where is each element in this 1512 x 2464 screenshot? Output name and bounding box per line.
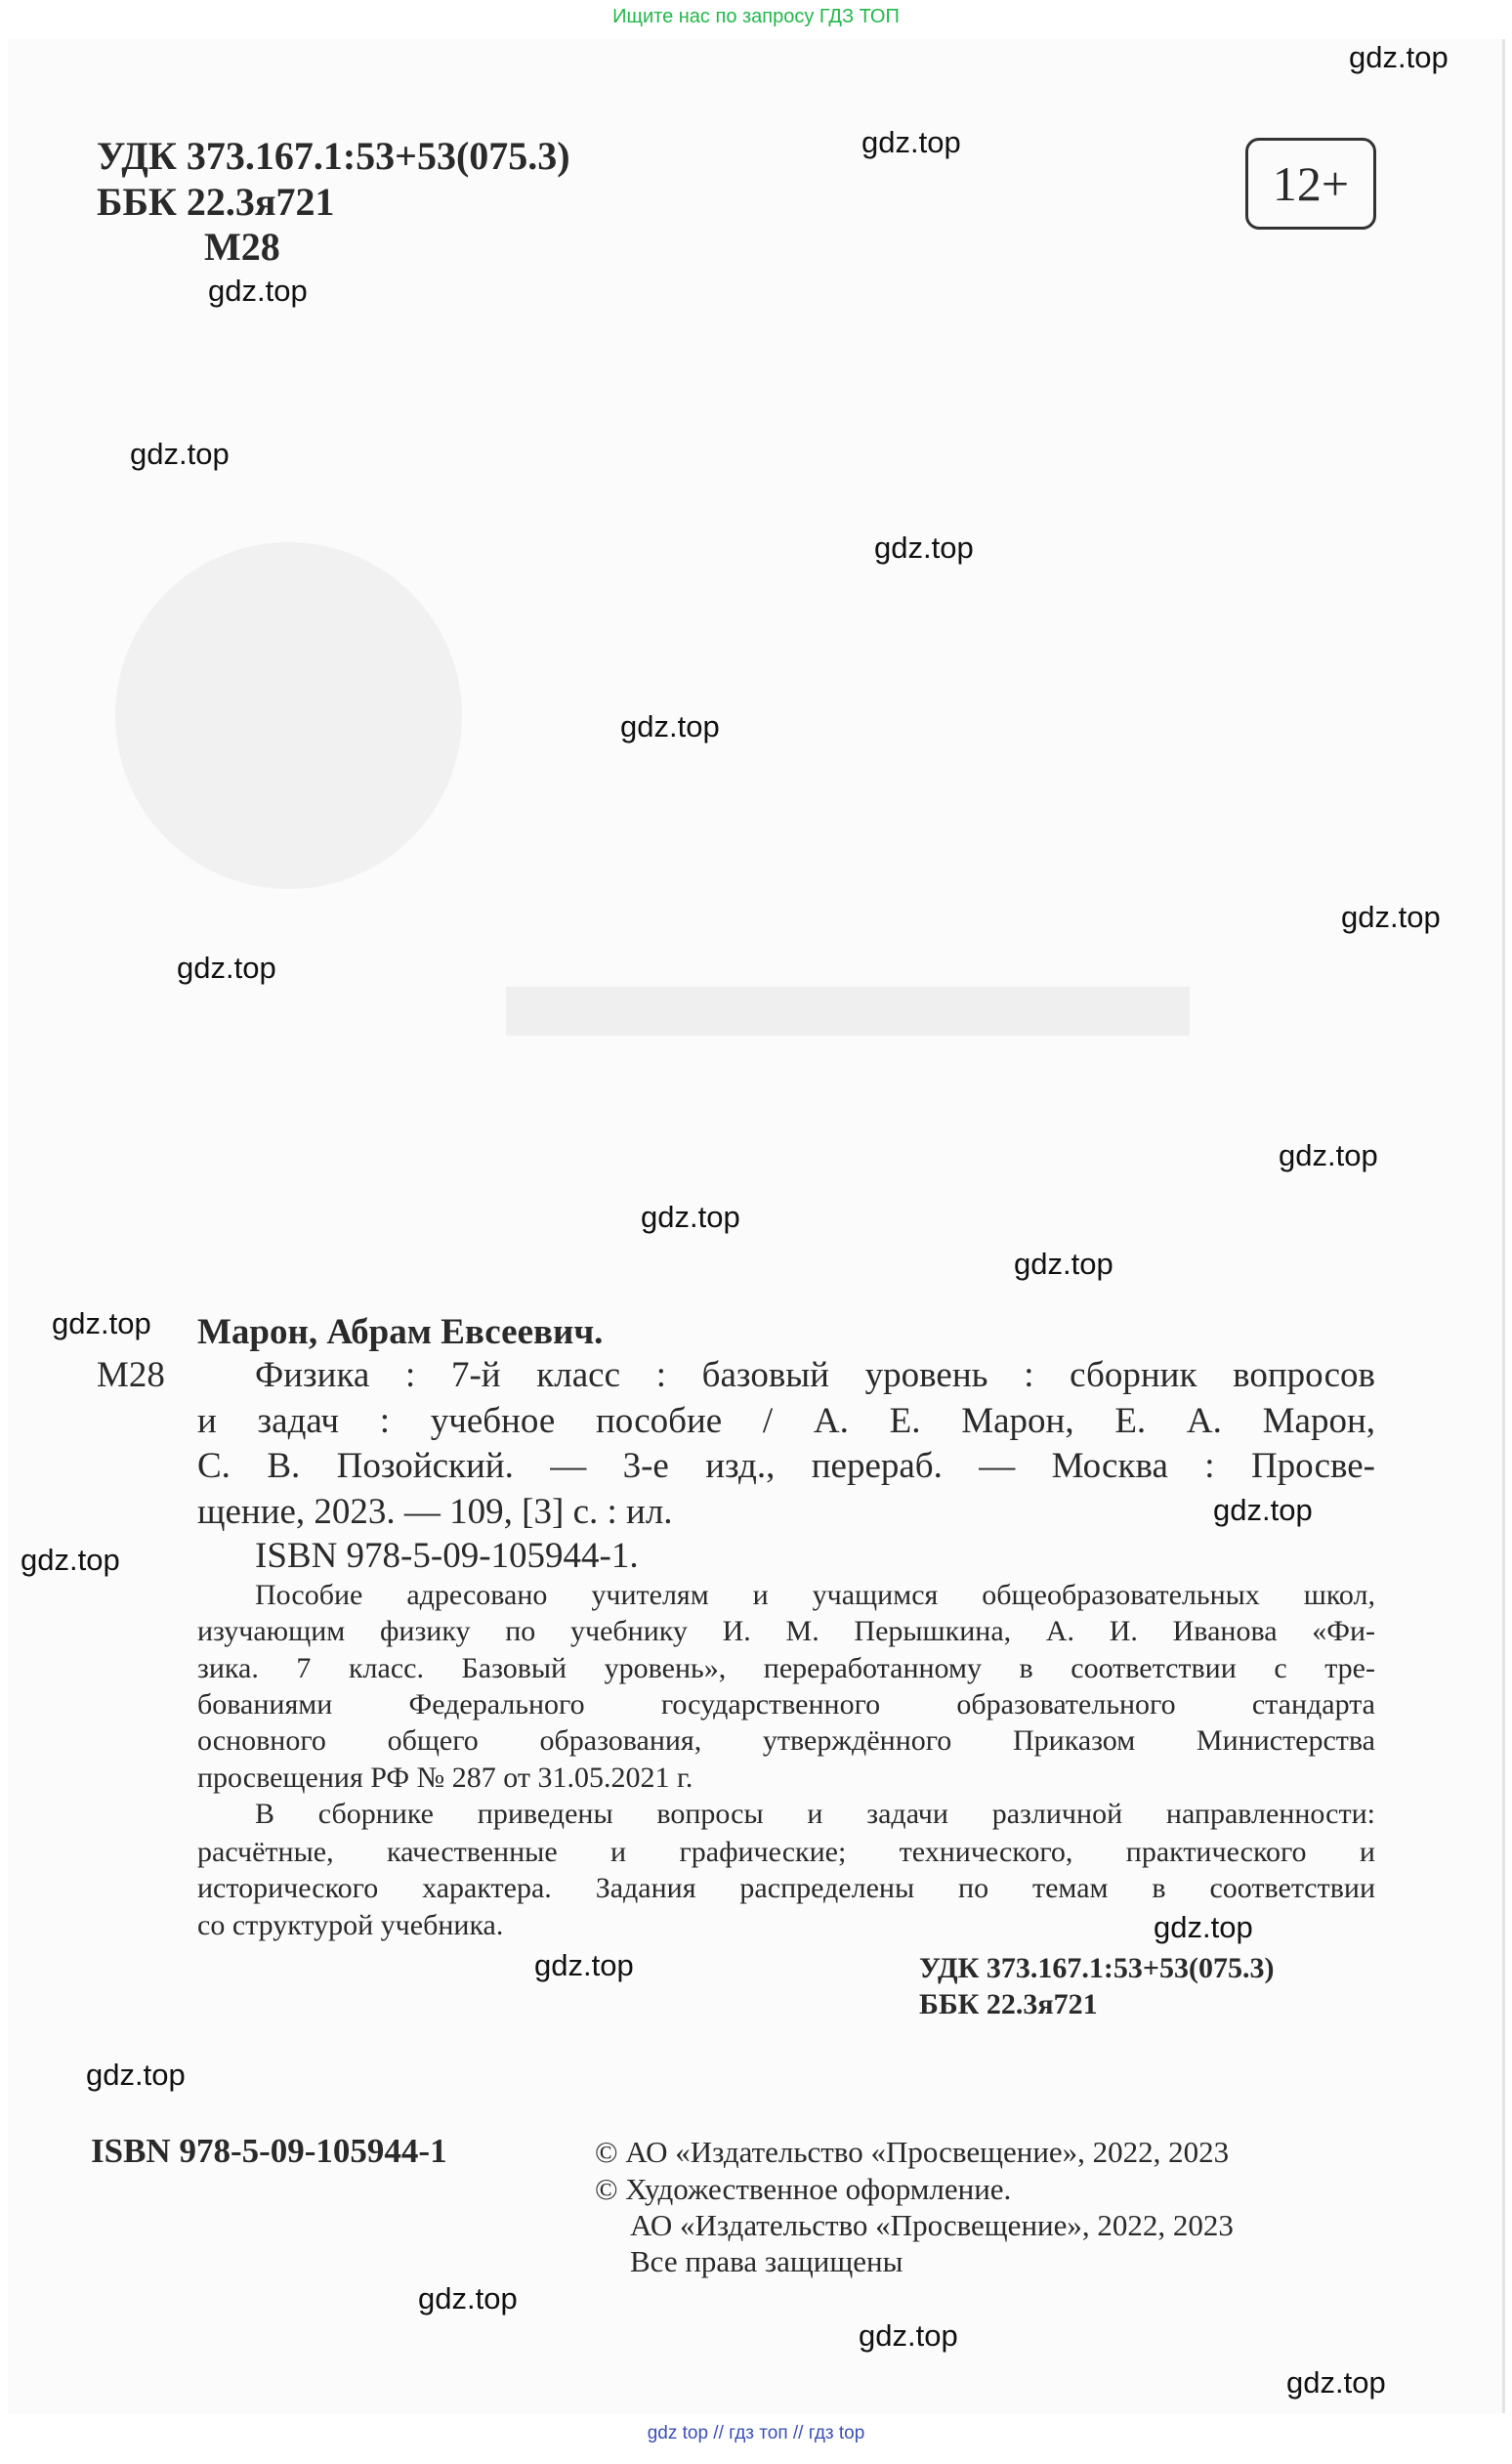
watermark: gdz.top bbox=[177, 951, 276, 985]
copyright-line: © АО «Издательство «Просвещение», 2022, 2023 bbox=[595, 2135, 1230, 2169]
record-line: Физика : 7-й класс : базовый уровень : сборник вопросов bbox=[255, 1355, 1375, 1395]
annotation-line: зика. 7 класс. Базовый уровень», переработанному в соответствии с тре- bbox=[197, 1652, 1375, 1684]
record-udk: УДК 373.167.1:53+53(075.3) bbox=[919, 1952, 1275, 1984]
watermark: gdz.top bbox=[208, 274, 308, 308]
watermark: gdz.top bbox=[874, 531, 974, 565]
watermark: gdz.top bbox=[1279, 1138, 1378, 1172]
watermark: gdz.top bbox=[52, 1306, 151, 1340]
record-line: С. В. Позойский. — 3-е изд., перераб. — Москва : Просве- bbox=[197, 1446, 1375, 1486]
watermark: gdz.top bbox=[418, 2281, 518, 2315]
copyright-line: Все права защищены bbox=[630, 2244, 903, 2278]
author-name: Марон, Абрам Евсеевич. bbox=[197, 1312, 604, 1352]
watermark: gdz.top bbox=[1341, 900, 1441, 934]
watermark: gdz.top bbox=[1014, 1247, 1113, 1281]
watermark: gdz.top bbox=[861, 125, 961, 159]
annotation-line: просвещения РФ № 287 от 31.05.2021 г. bbox=[197, 1762, 693, 1794]
udk-code: УДК 373.167.1:53+53(075.3) bbox=[97, 134, 570, 178]
age-rating-badge: 12+ bbox=[1245, 138, 1376, 230]
record-line: и задач : учебное пособие / А. Е. Марон, Е. А. Марон, bbox=[197, 1401, 1375, 1441]
record-isbn: ISBN 978-5-09-105944-1. bbox=[255, 1536, 639, 1576]
annotation-line: со структурой учебника. bbox=[197, 1909, 504, 1941]
author-mark: М28 bbox=[204, 225, 280, 269]
book-page bbox=[8, 39, 1505, 2413]
watermark: gdz.top bbox=[21, 1543, 120, 1577]
annotation-line: Пособие адресовано учителям и учащимся общеобразовательных школ, bbox=[255, 1579, 1375, 1611]
annotation-line: расчётные, качественные и графические; технического, практического и bbox=[197, 1836, 1375, 1868]
annotation-line: В сборнике приведены вопросы и задачи различной направленности: bbox=[255, 1798, 1375, 1830]
record-line: щение, 2023. — 109, [3] с. : ил. bbox=[197, 1492, 673, 1532]
watermark: gdz.top bbox=[1154, 1910, 1253, 1944]
record-bbk: ББК 22.3я721 bbox=[919, 1988, 1098, 2020]
annotation-line: изучающим физику по учебнику И. М. Перышкина, А. И. Иванова «Фи- bbox=[197, 1615, 1375, 1647]
annotation-line: основного общего образования, утверждённого Приказом Министерства bbox=[197, 1724, 1375, 1757]
watermark: gdz.top bbox=[1286, 2365, 1386, 2400]
footer-isbn: ISBN 978-5-09-105944-1 bbox=[91, 2132, 447, 2170]
search-banner[interactable]: Ищите нас по запросу ГДЗ ТОП bbox=[612, 6, 900, 27]
annotation-line: бованиями Федерального государственного образовательного стандарта bbox=[197, 1688, 1375, 1721]
watermark: gdz.top bbox=[641, 1200, 740, 1234]
watermark: gdz.top bbox=[1349, 40, 1449, 74]
bleed-through-shape bbox=[506, 987, 1190, 1036]
watermark: gdz.top bbox=[859, 2318, 958, 2353]
author-mark: М28 bbox=[97, 1355, 165, 1395]
copyright-line: АО «Издательство «Просвещение», 2022, 2023 bbox=[630, 2208, 1234, 2242]
bleed-through-circle bbox=[115, 542, 462, 889]
watermark: gdz.top bbox=[86, 2058, 186, 2092]
watermark: gdz.top bbox=[1213, 1493, 1313, 1527]
bbk-code: ББК 22.3я721 bbox=[97, 180, 335, 224]
annotation-line: исторического характера. Задания распределены по темам в соответствии bbox=[197, 1872, 1375, 1904]
watermark: gdz.top bbox=[130, 437, 230, 471]
footer-links[interactable]: gdz top // гдз топ // гдз top bbox=[647, 2423, 865, 2443]
copyright-line: © Художественное оформление. bbox=[595, 2172, 1012, 2206]
watermark: gdz.top bbox=[534, 1948, 634, 1982]
watermark: gdz.top bbox=[620, 709, 720, 743]
